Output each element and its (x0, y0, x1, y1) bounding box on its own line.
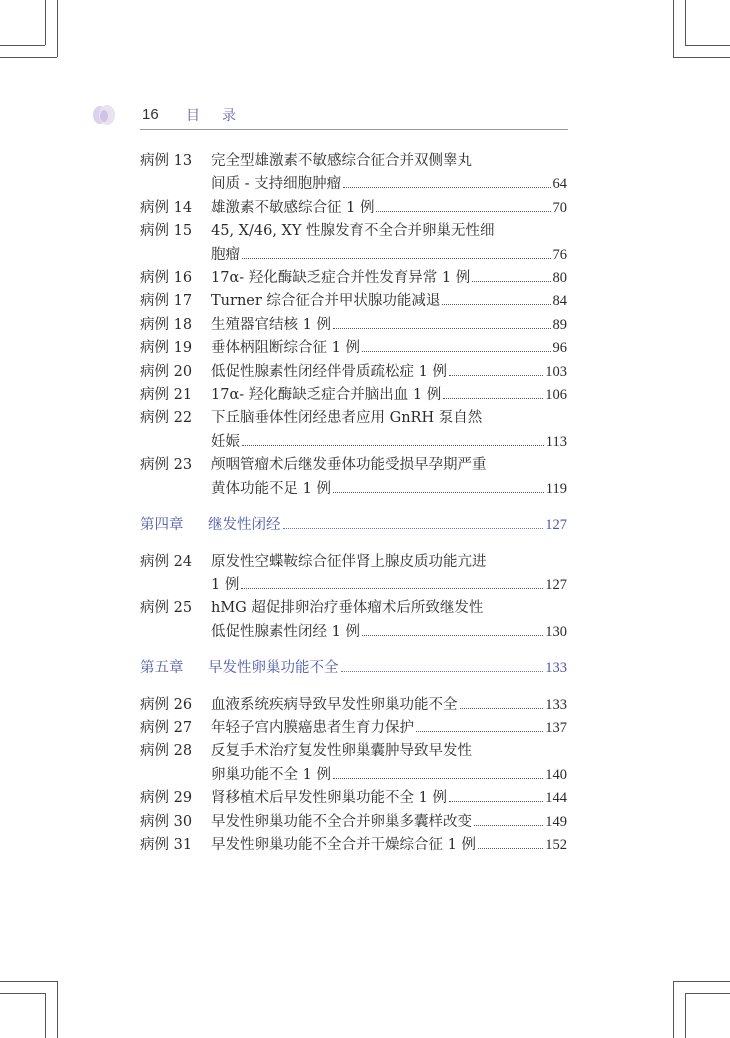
crop-mark (685, 993, 686, 1038)
case-title-text: 早发性卵巢功能不全合并卵巢多囊样改变 (211, 813, 472, 830)
toc-case-entry[interactable] (140, 407, 567, 454)
dot-leader (449, 375, 543, 376)
case-title-text: 17α- 羟化酶缺乏症合并性发育异常 1 例 (211, 270, 471, 287)
toc-case-entry[interactable] (140, 314, 567, 337)
toc-case-entry[interactable] (140, 150, 567, 197)
case-title-line (211, 197, 567, 220)
chapter-title: 继发性闭经 (208, 517, 281, 534)
page-ref: 84 (552, 293, 567, 310)
case-title (211, 220, 567, 267)
toc-case-entry[interactable] (140, 337, 567, 360)
page-ref: 127 (545, 576, 567, 593)
case-title-line (211, 787, 567, 810)
chapter-title: 早发性卵巢功能不全 (208, 660, 339, 677)
case-title-line (211, 834, 567, 857)
page-ref: 133 (545, 660, 567, 677)
page-number: 16 (142, 106, 159, 123)
case-title-text: 胞瘤 (211, 246, 240, 263)
case-title-line (211, 361, 567, 384)
case-number: 病例 18 (140, 316, 193, 333)
case-number: 病例 25 (140, 600, 193, 617)
page-ref: 113 (545, 433, 567, 450)
toc-case-entry[interactable] (140, 197, 567, 220)
page-ref: 64 (552, 176, 567, 193)
toc-case-entry[interactable] (140, 694, 567, 717)
case-number: 病例 28 (140, 743, 193, 760)
dot-leader (376, 211, 550, 212)
page-ref: 76 (552, 246, 567, 263)
crop-mark (57, 981, 58, 1038)
case-title-line (211, 431, 567, 454)
chapter-number: 第四章 (140, 517, 184, 534)
toc-case-entry[interactable] (140, 267, 567, 290)
case-title (211, 834, 567, 857)
case-title (211, 361, 567, 384)
case-title (211, 694, 567, 717)
chapter-number: 第五章 (140, 660, 184, 677)
dot-leader (362, 351, 551, 352)
case-title (211, 314, 567, 337)
dot-leader (449, 801, 543, 802)
dot-leader (416, 731, 543, 732)
case-title (211, 150, 567, 197)
case-title-text: 黄体功能不足 1 例 (211, 480, 331, 497)
dot-leader (341, 671, 544, 672)
case-number: 病例 17 (140, 293, 193, 310)
case-title (211, 197, 567, 220)
case-title-line (211, 267, 567, 290)
case-title (211, 740, 567, 787)
case-title-line (211, 290, 567, 313)
case-title (211, 267, 567, 290)
page-ref: 119 (545, 480, 567, 497)
case-title-text: 卵巢功能不全 1 例 (211, 766, 331, 783)
toc-case-entry[interactable] (140, 717, 567, 740)
dot-leader (333, 492, 544, 493)
page-ref: 137 (545, 719, 567, 736)
dot-leader (443, 398, 543, 399)
case-number: 病例 21 (140, 387, 193, 404)
case-number: 病例 26 (140, 696, 193, 713)
case-title-text: 血液系统疾病导致早发性卵巢功能不全 (211, 696, 458, 713)
case-number: 病例 23 (140, 457, 193, 474)
toc-case-entry[interactable] (140, 811, 567, 834)
toc-case-entry[interactable] (140, 551, 567, 598)
case-title-text: Turner 综合征合并甲状腺功能减退 (211, 293, 441, 310)
case-title-line: 颅咽管瘤术后继发垂体功能受损早孕期严重 (211, 457, 487, 474)
case-title (211, 290, 567, 313)
case-title-text: 低促性腺素性闭经 1 例 (211, 623, 360, 640)
case-title-line (211, 337, 567, 360)
case-title-line (211, 244, 567, 267)
toc-case-entry[interactable] (140, 834, 567, 857)
page-ref: 133 (545, 696, 567, 713)
toc-case-entry[interactable] (140, 361, 567, 384)
toc-case-entry[interactable] (140, 220, 567, 267)
dot-leader (478, 848, 543, 849)
page-ref: 106 (545, 387, 567, 404)
crop-mark (57, 0, 58, 57)
toc-case-entry[interactable] (140, 454, 567, 501)
toc-case-entry[interactable] (140, 597, 567, 644)
case-title (211, 407, 567, 454)
case-number: 病例 20 (140, 363, 193, 380)
page-ref: 144 (545, 790, 567, 807)
dot-leader (362, 635, 543, 636)
dot-leader (460, 708, 544, 709)
case-number: 病例 16 (140, 270, 193, 287)
header-rule (140, 129, 568, 130)
dot-leader (472, 281, 550, 282)
case-title-text: 低促性腺素性闭经伴骨质疏松症 1 例 (211, 363, 447, 380)
table-of-contents (140, 150, 567, 857)
page-ref: 152 (545, 836, 567, 853)
crop-mark (673, 57, 730, 58)
crop-mark (0, 981, 57, 982)
case-title (211, 787, 567, 810)
case-number: 病例 29 (140, 790, 193, 807)
crop-mark (45, 993, 46, 1038)
case-title-line: 下丘脑垂体性闭经患者应用 GnRH 泵自然 (211, 410, 483, 427)
dot-leader (242, 445, 544, 446)
case-title (211, 551, 567, 598)
toc-case-entry[interactable] (140, 384, 567, 407)
case-title-text: 1 例 (211, 576, 240, 593)
case-number: 病例 14 (140, 199, 193, 216)
toc-case-entry[interactable] (140, 290, 567, 313)
case-title (211, 454, 567, 501)
case-number: 病例 24 (140, 553, 193, 570)
case-number: 病例 31 (140, 836, 193, 853)
case-title (211, 384, 567, 407)
case-title (211, 717, 567, 740)
toc-chapter-entry[interactable] (140, 657, 567, 680)
case-number: 病例 30 (140, 813, 193, 830)
toc-case-entry[interactable] (140, 740, 567, 787)
crop-mark (0, 57, 57, 58)
crop-mark (0, 993, 45, 994)
running-header (92, 100, 568, 130)
case-title-line (211, 811, 567, 834)
case-title-line (211, 314, 567, 337)
toc-case-entry[interactable] (140, 787, 567, 810)
case-number: 病例 13 (140, 153, 193, 169)
case-title-text: 垂体柄阻断综合征 1 例 (211, 340, 360, 357)
page-ref: 149 (545, 813, 567, 830)
crop-mark (685, 45, 730, 46)
crop-mark (673, 981, 674, 1038)
case-title-line (211, 478, 567, 501)
case-title-line (211, 694, 567, 717)
case-title-text: 生殖器官结核 1 例 (211, 316, 331, 333)
crop-mark (673, 981, 730, 982)
dot-leader (242, 258, 551, 259)
case-title-text: 肾移植术后早发性卵巢功能不全 1 例 (211, 790, 447, 807)
case-title-line (211, 621, 567, 644)
dot-leader (474, 825, 543, 826)
case-title-line (211, 764, 567, 787)
case-title-line (211, 717, 567, 740)
case-title-text: 年轻子宫内膜癌患者生育力保护 (211, 719, 414, 736)
page-ref: 127 (545, 517, 567, 534)
case-title-line: 原发性空蝶鞍综合征伴肾上腺皮质功能亢进 (211, 553, 487, 570)
case-title (211, 811, 567, 834)
page-ref: 80 (552, 270, 567, 287)
dot-leader (343, 187, 550, 188)
case-number: 病例 15 (140, 223, 193, 240)
page-ref: 140 (545, 766, 567, 783)
dot-leader (333, 778, 543, 779)
toc-chapter-entry[interactable] (140, 514, 567, 537)
page-ref: 130 (545, 623, 567, 640)
case-title-line (211, 384, 567, 407)
crop-mark (685, 993, 730, 994)
case-title-line: 反复手术治疗复发性卵巢囊肿导致早发性 (211, 743, 472, 760)
case-title (211, 337, 567, 360)
page-ref: 96 (552, 340, 567, 357)
dot-leader (241, 588, 543, 589)
case-title-line: 45, X/46, XY 性腺发育不全合并卵巢无性细 (211, 223, 495, 240)
case-title-text: 间质 - 支持细胞肿瘤 (211, 176, 342, 193)
case-title (211, 597, 567, 644)
page-ref: 70 (552, 199, 567, 216)
case-number: 病例 19 (140, 340, 193, 357)
case-title-line: hMG 超促排卵治疗垂体瘤术后所致继发性 (211, 600, 484, 617)
case-title-text: 早发性卵巢功能不全合并干燥综合征 1 例 (211, 836, 476, 853)
case-title-text: 雄激素不敏感综合征 1 例 (211, 199, 375, 216)
case-title-line (211, 173, 567, 196)
case-title-text: 17α- 羟化酶缺乏症合并脑出血 1 例 (211, 387, 442, 404)
flower-icon (92, 104, 118, 126)
crop-mark (673, 0, 674, 57)
crop-mark (45, 0, 46, 45)
page-ref: 103 (545, 363, 567, 380)
case-title-text: 妊娠 (211, 433, 240, 450)
header-title: 目录 (186, 108, 258, 124)
crop-mark (685, 0, 686, 45)
case-title-line: 完全型雄激素不敏感综合征合并双侧睾丸 (211, 153, 472, 169)
case-number: 病例 22 (140, 410, 193, 427)
case-title-line (211, 574, 567, 597)
case-number: 病例 27 (140, 719, 193, 736)
dot-leader (442, 304, 550, 305)
dot-leader (283, 528, 544, 529)
page-ref: 89 (552, 316, 567, 333)
dot-leader (333, 328, 551, 329)
crop-mark (0, 45, 45, 46)
